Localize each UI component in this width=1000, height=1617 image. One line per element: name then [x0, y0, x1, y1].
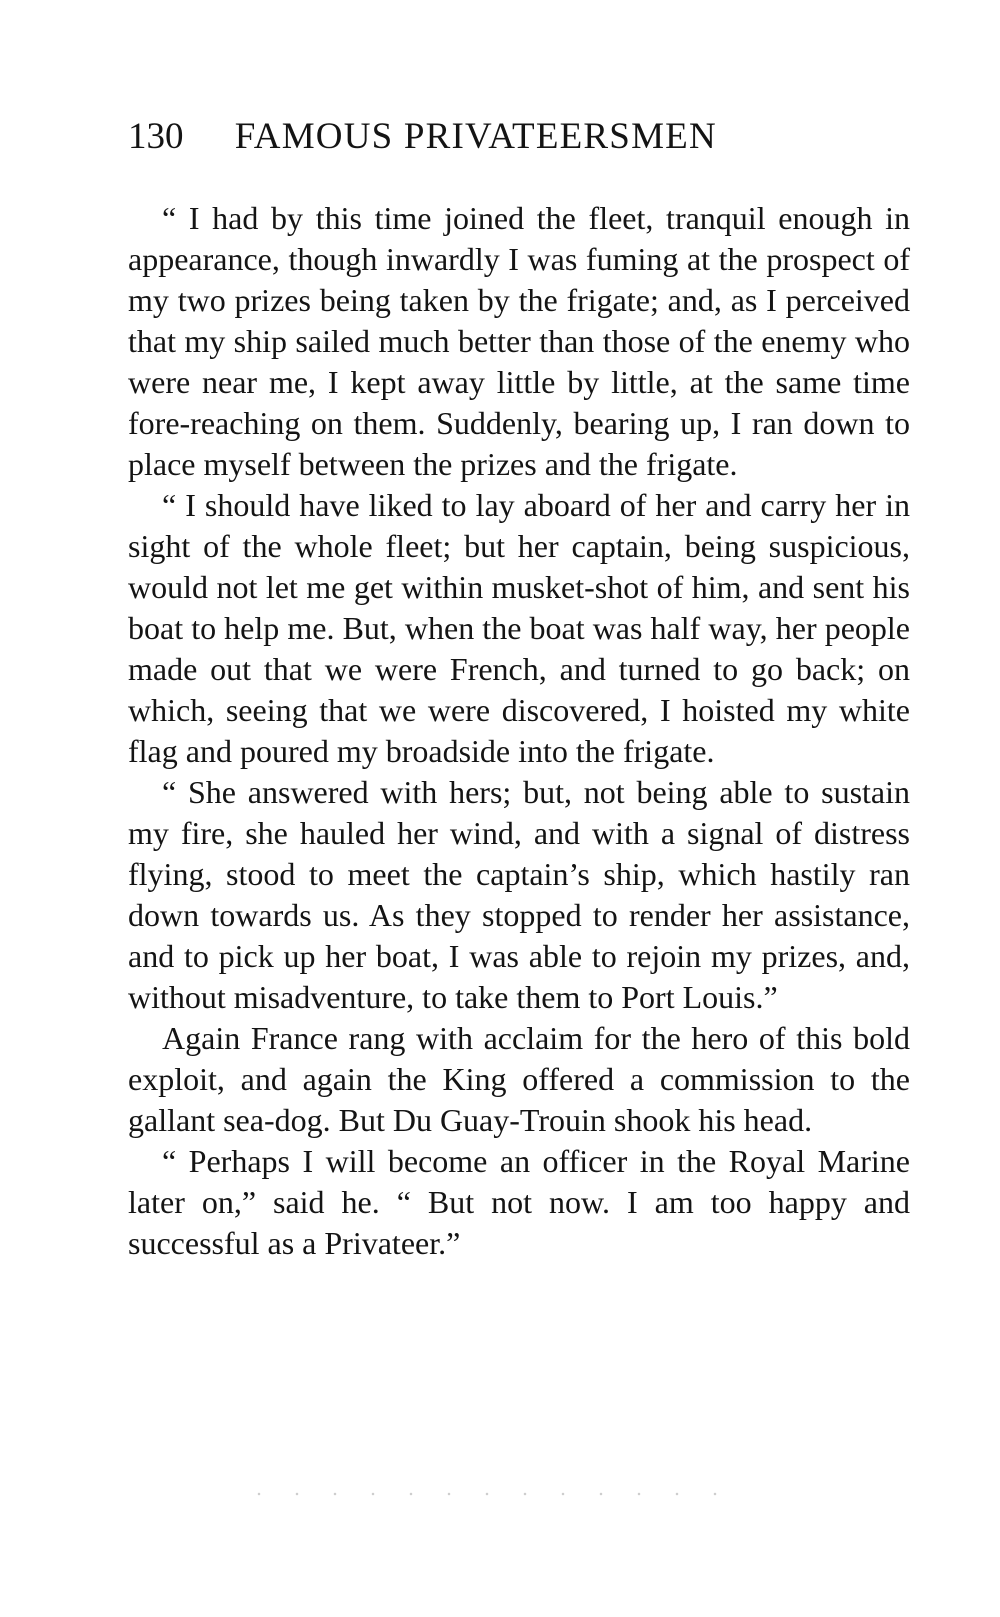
paragraph-king-commission: Again France rang with acclaim for the hero of this bold exploit, and again the King offered a commission to the gallant sea-dog. But Du Guay-Trouin shook his head.: [128, 1020, 910, 1138]
paragraph-frigate-boat: “ I should have liked to lay aboard of her and carry her in sight of the whole fleet; but her captain, being suspicious, would not let me get within musket-shot of him, and sent his boat to help me. But, when the boat was half way, her people made out that we were French, and turned to go back; on which, seeing that we were discovered, I hoisted my white flag and poured my broadside into the frigate.: [128, 487, 910, 769]
paragraph-fleet: “ I had by this time joined the fleet, tranquil enough in appearance, though inwardly I was fuming at the prospect of my two prizes being taken by the frigate; and, as I perceived that my ship sailed much better than those of the enemy who were near me, I kept away little by little, at the same time fore-reaching on them. Suddenly, bearing up, I ran down to place myself between the prizes and the frigate.: [128, 200, 910, 482]
paragraph-privateer-reply: “ Perhaps I will become an officer in the Royal Marine later on,” said he. “ But not now. I am too happy and successful as a Privateer.”: [128, 1143, 910, 1261]
body-text: [128, 198, 910, 1264]
scan-specks-decoration: [240, 1492, 740, 1496]
book-title: FAMOUS PRIVATEERSMEN: [234, 116, 717, 157]
page-number: 130: [128, 116, 184, 157]
running-head: [128, 112, 888, 162]
paragraph-broadside-reply: “ She answered with hers; but, not being able to sustain my fire, she hauled her wind, and with a signal of distress flying, stood to meet the captain’s ship, which hastily ran down towards us. As they stopped to render her assistance, and to pick up her boat, I was able to rejoin my prizes, and, without misadventure, to take them to Port Louis.”: [128, 774, 910, 1015]
